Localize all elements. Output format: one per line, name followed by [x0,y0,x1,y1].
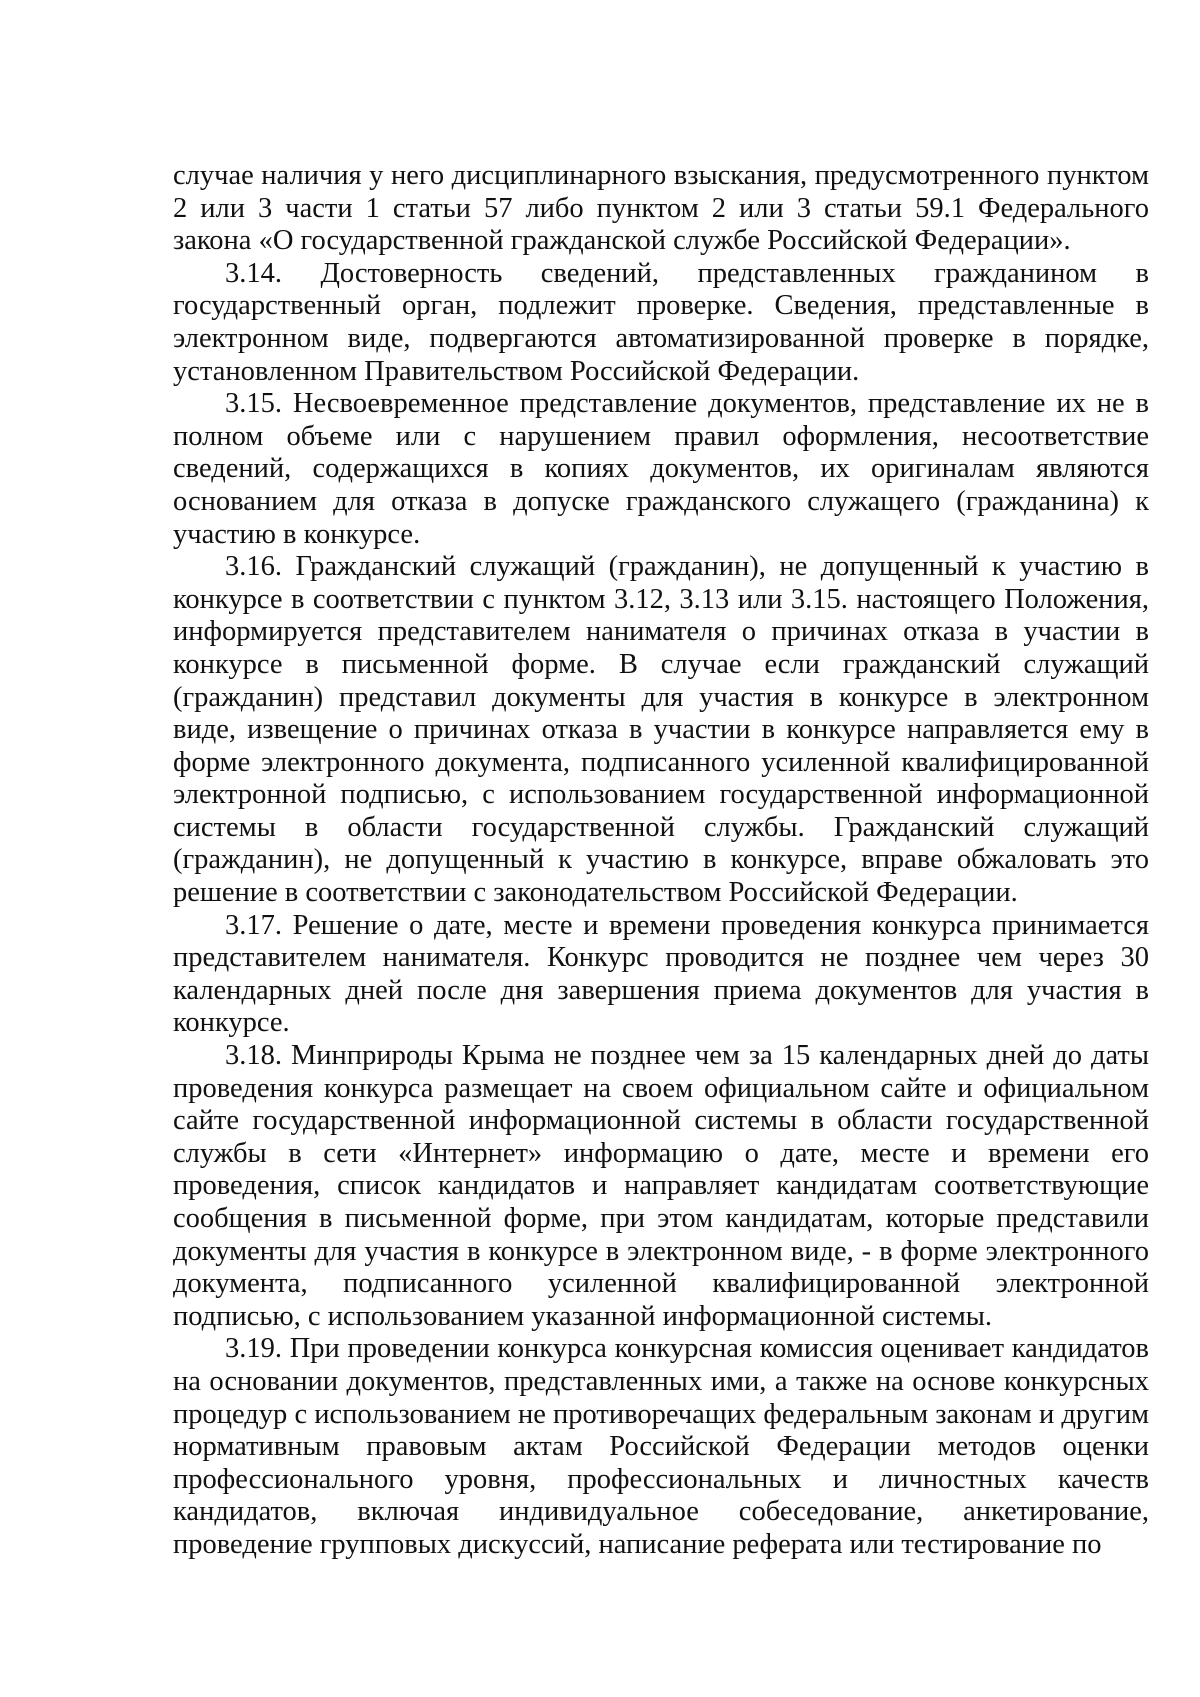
document-page [173,160,1149,1562]
paragraph-3-14: 3.14. Достоверность сведений, представленных гражданином в государственный орган, подлежит проверке. Сведения, представленные в электронном виде, подвергаются автоматизированной проверке в порядке, установленном Правительством Российской Федерации. [173,257,1149,387]
paragraph-3-16: 3.16. Гражданский служащий (гражданин), не допущенный к участию в конкурсе в соответствии с пунктом 3.12, 3.13 или 3.15. настоящего Положения, информируется представителем нанимателя о причинах отказа в участии в конкурсе в письменной форме. В случае если гражданский служащий (гражданин) представил документы для участия в конкурсе в электронном виде, извещение о причинах отказа в участии в конкурсе направляется ему в форме электронного документа, подписанного усиленной квалифицированной электронной подписью, с использованием государственной информационной системы в области государственной службы. Гражданский служащий (гражданин), не допущенный к участию в конкурсе, вправе обжаловать это решение в соответствии с законодательством Российской Федерации. [173,551,1149,909]
paragraph-3-18: 3.18. Минприроды Крыма не позднее чем за 15 календарных дней до даты проведения конкурса размещает на своем официальном сайте и официальном сайте государственной информационной системы в области государственной службы в сети «Интернет» информацию о дате, месте и времени его проведения, список кандидатов и направляет кандидатам соответствующие сообщения в письменной форме, при этом кандидатам, которые представили документы для участия в конкурсе в электронном виде, - в форме электронного документа, подписанного усиленной квалифицированной электронной подписью, с использованием указанной информационной системы. [173,1040,1149,1332]
paragraph-3-17: 3.17. Решение о дате, месте и времени проведения конкурса принимается представителем нанимателя. Конкурс проводится не позднее чем через 30 календарных дней после дня завершения приема документов для участия в конкурсе. [173,909,1149,1039]
paragraph-3-15: 3.15. Несвоевременное представление документов, представление их не в полном объеме или с нарушением правил оформления, несоответствие сведений, содержащихся в копиях документов, их оригиналам являются основанием для отказа в допуске гражданского служащего (гражданина) к участию в конкурсе. [173,388,1149,550]
paragraph-3-13-continuation: случае наличия у него дисциплинарного взыскания, предусмотренного пунктом 2 или 3 части 1 статьи 57 либо пунктом 2 или 3 статьи 59.1 Федерального закона «О государственной гражданской службе Российской Федерации». [173,160,1149,257]
paragraph-3-19: 3.19. При проведении конкурса конкурсная комиссия оценивает кандидатов на основании документов, представленных ими, а также на основе конкурсных процедур с использованием не противоречащих федеральным законам и другим нормативным правовым актам Российской Федерации методов оценки профессионального уровня, профессиональных и личностных качеств кандидатов, включая индивидуальное собеседование, анкетирование, проведение групповых дискуссий, написание реферата или тестирование по [173,1333,1149,1560]
